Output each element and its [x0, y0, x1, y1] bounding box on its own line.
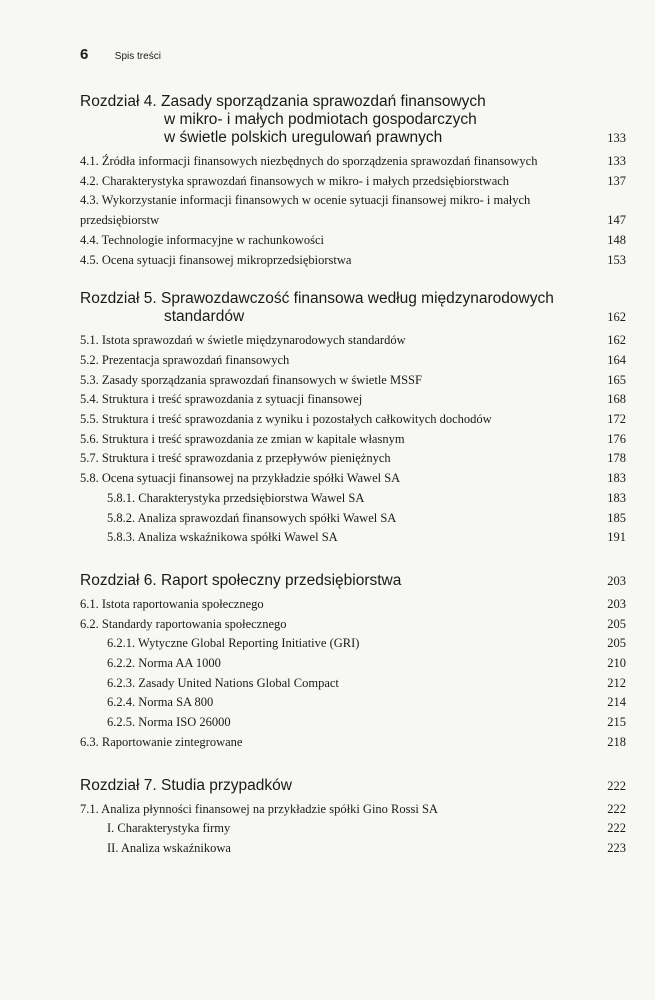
chapter-heading	[80, 93, 626, 147]
entry-page-number: 148	[607, 232, 626, 247]
entry-page-number: 205	[607, 616, 626, 631]
entry-page-number: 178	[607, 451, 626, 466]
toc-entry	[80, 331, 626, 351]
entry-title: 5.8. Ocena sytuacji finansowej na przykładzie spółki Wawel SA	[80, 471, 401, 486]
chapter-title-line: Studia przypadków	[160, 776, 292, 794]
entry-title: 6.2.4. Norma SA 800	[107, 695, 214, 710]
entry-page-number: 215	[607, 715, 626, 730]
page-number: 6	[80, 46, 89, 63]
entry-page-number: 212	[607, 675, 626, 690]
entry-page-number: 164	[607, 352, 626, 367]
entry-title: 7.1. Analiza płynności finansowej na przykładzie spółki Gino Rossi SA	[80, 801, 438, 816]
toc-subentry	[80, 674, 626, 694]
toc-entry	[80, 191, 626, 230]
chapter-label: Rozdział 6.	[80, 571, 161, 589]
chapter-title-line: w mikro- i małych podmiotach gospodarczych	[164, 111, 477, 128]
chapter-section	[80, 777, 626, 859]
toc-entry	[80, 351, 626, 371]
entry-title: 5.8.2. Analiza sprawozdań finansowych spółki Wawel SA	[107, 510, 397, 525]
entry-page-number: 133	[607, 154, 626, 168]
toc-entry	[80, 430, 626, 450]
entry-title: 5.1. Istota sprawozdań w świetle międzynarodowych standardów	[80, 333, 406, 348]
toc-subentry	[80, 509, 626, 529]
toc-entry	[80, 800, 626, 820]
running-title: Spis treści	[114, 51, 161, 62]
entry-title: 5.8.1. Charakterystyka przedsiębiorstwa Wawel SA	[107, 490, 365, 505]
entry-title: I. Charakterystyka firmy	[107, 821, 231, 836]
chapter-title-line: Sprawozdawczość finansowa według międzynarodowych	[160, 290, 554, 308]
toc-subentry	[80, 489, 626, 509]
entry-title: 5.5. Struktura i treść sprawozdania z wyniku i pozostałych całkowitych dochodów	[80, 412, 492, 427]
chapter-label: Rozdział 4.	[80, 93, 161, 110]
chapter-title-line: standardów	[164, 308, 245, 326]
entry-page-number: 172	[607, 412, 626, 427]
entry-page-number: 205	[607, 636, 626, 651]
toc-subentry	[80, 693, 626, 713]
entry-title: 6.2. Standardy raportowania społecznego	[80, 616, 287, 631]
chapter-heading	[80, 290, 626, 326]
entry-page-number: 137	[607, 173, 626, 188]
entry-title: 5.3. Zasady sporządzania sprawozdań finansowych w świetle MSSF	[80, 372, 422, 387]
entry-page-number: 165	[607, 372, 626, 387]
entry-title: 5.8.3. Analiza wskaźnikowa spółki Wawel SA	[107, 530, 338, 545]
entry-title: 4.3. Wykorzystanie informacji finansowych w ocenie sytuacji finansowej mikro- i małych	[80, 193, 531, 208]
toc-entry	[80, 595, 626, 615]
toc-entry	[80, 172, 626, 192]
entry-title: 4.4. Technologie informacyjne w rachunkowości	[80, 232, 324, 247]
chapter-page-number: 222	[607, 778, 626, 793]
toc-entry	[80, 251, 626, 271]
chapter-page-number: 162	[607, 310, 626, 325]
chapter-label: Rozdział 5.	[80, 290, 161, 308]
chapter-title-line: Raport społeczny przedsiębiorstwa	[160, 571, 402, 589]
toc-entry	[80, 390, 626, 410]
entry-page-number: 223	[607, 840, 626, 855]
entry-page-number: 183	[607, 471, 626, 486]
entry-title: 4.1. Źródła informacji finansowych niezbędnych do sporządzenia sprawozdań finansowych	[80, 154, 538, 168]
entry-page-number: 218	[607, 734, 626, 749]
toc-subentry	[80, 713, 626, 733]
chapter-title-line: w świetle polskich uregulowań prawnych	[164, 129, 443, 146]
toc-subentry	[80, 819, 626, 839]
toc-entry	[80, 231, 626, 251]
entry-title: 5.7. Struktura i treść sprawozdania z przepływów pieniężnych	[80, 451, 391, 466]
entry-title: 6.2.2. Norma AA 1000	[107, 656, 221, 671]
entry-page-number: 168	[607, 392, 626, 407]
toc-entry	[80, 152, 626, 172]
entry-title: 6.2.5. Norma ISO 26000	[107, 715, 231, 730]
entry-title: 6.2.3. Zasady United Nations Global Compact	[107, 675, 339, 690]
toc-subentry	[80, 654, 626, 674]
entry-title-continuation: przedsiębiorstw	[80, 213, 160, 228]
chapter-page-number: 203	[607, 573, 626, 588]
entry-page-number: 210	[607, 656, 626, 671]
entry-page-number: 147	[607, 213, 626, 228]
entry-page-number: 222	[607, 801, 626, 816]
toc-entry	[80, 410, 626, 430]
entry-title: 5.4. Struktura i treść sprawozdania z sytuacji finansowej	[80, 392, 363, 407]
entry-page-number: 183	[607, 490, 626, 505]
entry-page-number: 185	[607, 510, 626, 525]
chapter-page-number: 133	[607, 131, 626, 145]
entry-title: 6.2.1. Wytyczne Global Reporting Initiative (GRI)	[107, 636, 360, 651]
entry-page-number: 191	[607, 530, 626, 545]
entry-page-number: 214	[607, 695, 626, 710]
page-header	[80, 46, 161, 64]
toc-entry	[80, 469, 626, 489]
chapter-title-line: Zasady sporządzania sprawozdań finansowych	[160, 93, 486, 110]
toc-entry	[80, 371, 626, 391]
toc-entry	[80, 733, 626, 753]
entry-title: 6.1. Istota raportowania społecznego	[80, 596, 264, 611]
toc-entry	[80, 449, 626, 469]
toc-subentry	[80, 528, 626, 548]
entry-page-number: 222	[607, 821, 626, 836]
entry-page-number: 176	[607, 431, 626, 446]
chapter-section	[80, 572, 626, 753]
chapter-heading	[80, 572, 626, 590]
entry-title: 5.6. Struktura i treść sprawozdania ze zmian w kapitale własnym	[80, 431, 405, 446]
entry-page-number: 153	[607, 252, 626, 267]
chapter-section	[80, 93, 626, 270]
toc-entry	[80, 615, 626, 635]
entry-title: II. Analiza wskaźnikowa	[107, 840, 231, 855]
toc-subentry	[80, 839, 626, 859]
table-of-contents	[80, 93, 626, 859]
entry-title: 6.3. Raportowanie zintegrowane	[80, 734, 243, 749]
toc-subentry	[80, 634, 626, 654]
entry-page-number: 203	[607, 596, 626, 611]
entry-title: 4.2. Charakterystyka sprawozdań finansowych w mikro- i małych przedsiębiorstwach	[80, 173, 510, 188]
entry-title: 5.2. Prezentacja sprawozdań finansowych	[80, 352, 290, 367]
chapter-heading	[80, 777, 626, 795]
entry-page-number: 162	[607, 333, 626, 348]
chapter-section	[80, 290, 626, 548]
chapter-label: Rozdział 7.	[80, 776, 161, 794]
entry-title: 4.5. Ocena sytuacji finansowej mikroprzedsiębiorstwa	[80, 252, 352, 267]
